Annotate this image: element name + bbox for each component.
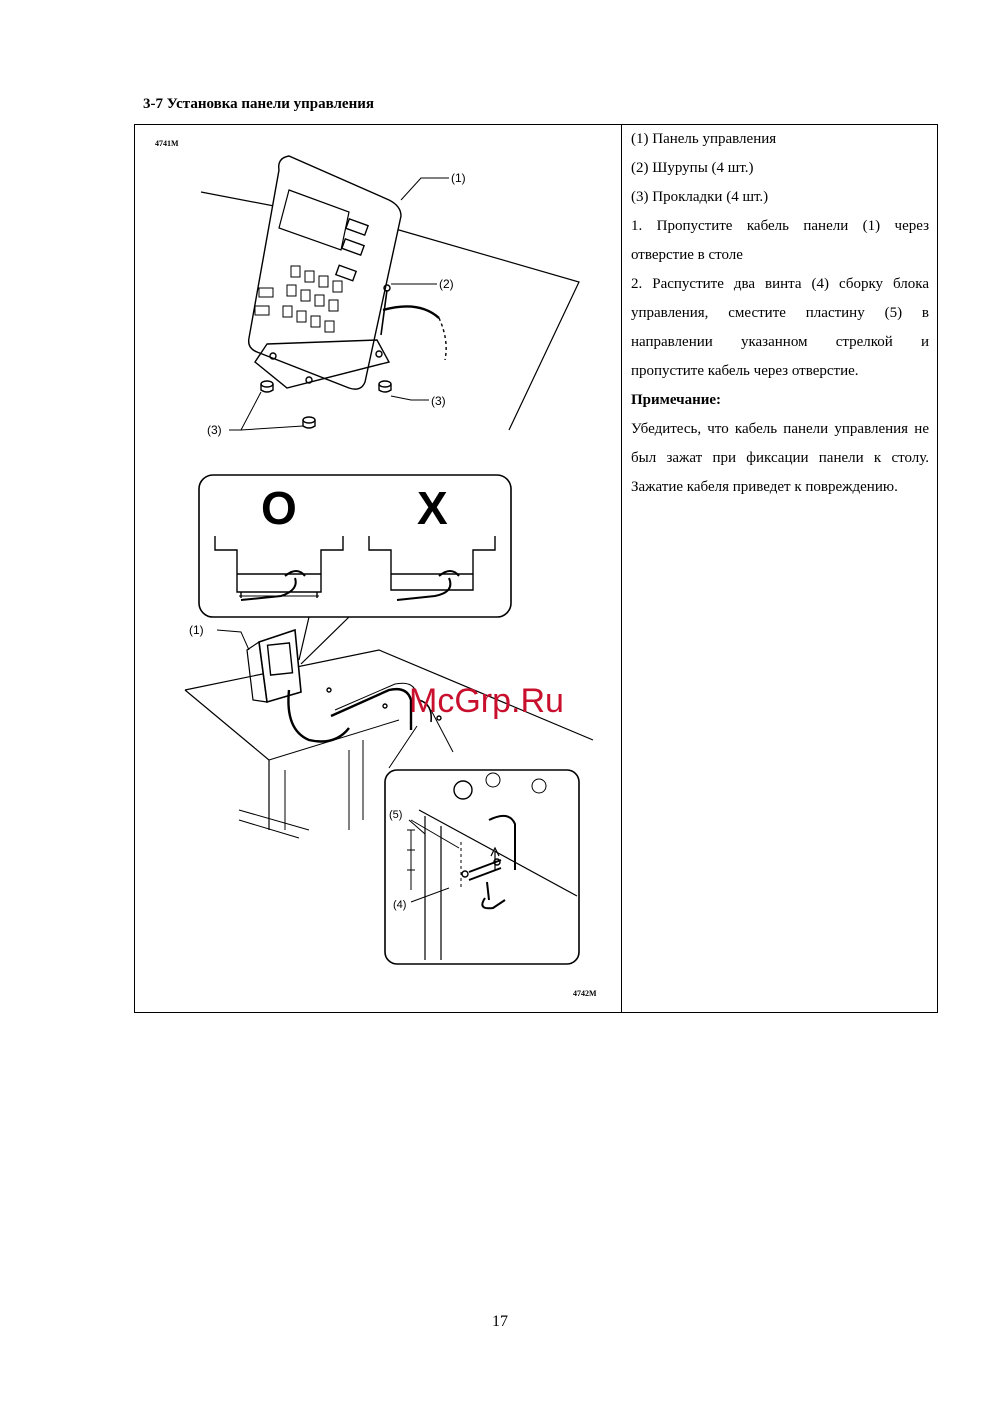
label-panel-top: (1) [451, 171, 466, 185]
label-spacers-left: (3) [207, 423, 222, 437]
step-1: 1. Пропустите кабель панели (1) через отверстие в столе [631, 218, 929, 263]
content-table [134, 124, 938, 1013]
control-panel-drawing [249, 156, 401, 389]
label-spacers-right: (3) [431, 394, 446, 408]
figure-code-top: 4741M [155, 139, 179, 148]
item-spacers: (3) Прокладки (4 шт.) [631, 189, 769, 205]
label-screws: (2) [439, 277, 454, 291]
note-heading: Примечание: [631, 392, 722, 408]
item-control-panel: (1) Панель управления [631, 131, 777, 147]
column-divider [621, 125, 622, 1012]
label-panel-bottom: (1) [189, 623, 204, 637]
label-plate: (5) [389, 809, 403, 821]
section-title: 3-7 Установка панели управления [143, 96, 374, 112]
item-screws: (2) Шурупы (4 шт.) [631, 160, 754, 176]
instructions-column [631, 125, 929, 502]
note-text: Убедитесь, что кабель панели управления не был зажат при фиксации панели к столу. Зажатие кабеля приведет к повреждению. [631, 421, 929, 495]
ok-ng-callout [199, 475, 511, 664]
installation-figure [149, 130, 607, 1005]
page-number: 17 [492, 1313, 508, 1330]
detail-inset [385, 770, 579, 964]
step-2: 2. Распустите два винта (4) сборку блока управления, сместите пластину (5) в направлении указанном стрелкой и пропустите кабель через отверстие. [631, 276, 929, 379]
figure-code-bottom: 4742M [573, 989, 597, 998]
watermark: McGrp.Ru [409, 682, 564, 720]
label-screws-unit: (4) [393, 899, 407, 911]
ng-mark: X [417, 482, 448, 534]
ok-mark: O [261, 482, 297, 534]
